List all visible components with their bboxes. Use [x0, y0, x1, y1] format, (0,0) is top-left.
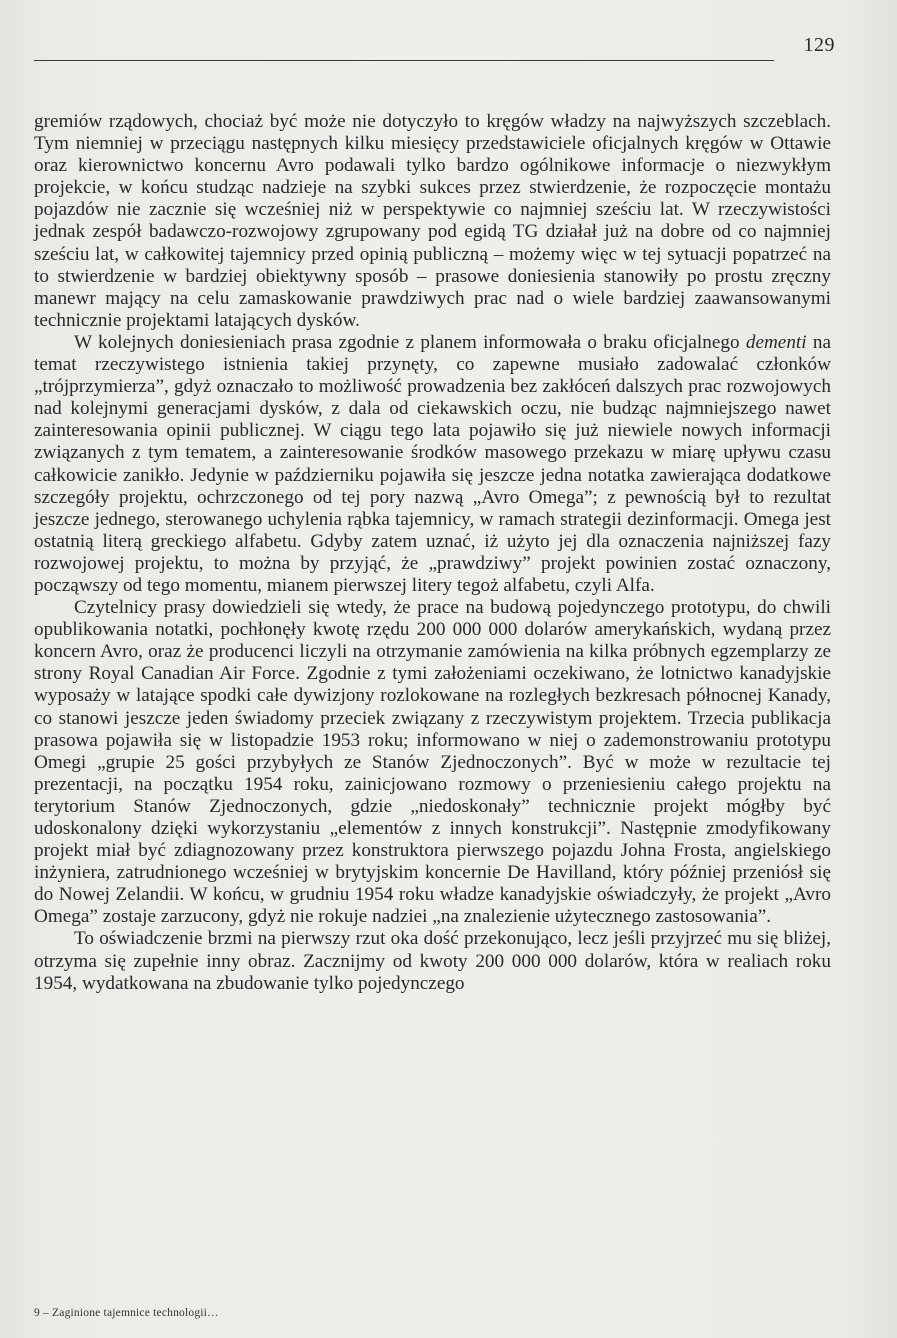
paragraph-1: gremiów rządowych, chociaż być może nie dotyczyło to kręgów władzy na najwyższych szczeblach. Tym niemniej w przeciągu następnych kilku miesięcy przedstawiciele oficjalnych kręgów w Ottawie oraz kierownictwo koncernu Avro podawali tylko bardzo ogólnikowe informacje o niezwykłym projekcie, w końcu studząc nadzieje na szybki sukces przez stwierdzenie, że rozpoczęcie montażu pojazdów nie zacznie się wcześniej niż w perspektywie co najmniej sześciu lat. W rzeczywistości jednak zespół badawczo-rozwojowy zgrupowany pod egidą TG działał już na dobre od co najmniej sześciu lat, w całkowitej tajemnicy przed opinią publiczną – możemy więc w tej sytuacji popatrzeć na to stwierdzenie w bardziej obiektywny sposób – prasowe doniesienia stanowiły po prostu zręczny manewr mający na celu zamaskowanie prawdziwych prac nad o wiele bardziej zaawansowanymi technicznie projektami latających dysków.: [34, 111, 831, 331]
paragraph-2-text-a: W kolejnych doniesieniach prasa zgodnie z planem informowała o braku oficjalnego: [74, 331, 740, 353]
paragraph-4: To oświadczenie brzmi na pierwszy rzut oka dość przekonująco, lecz jeśli przyjrzeć mu się bliżej, otrzyma się zupełnie inny obraz. Zacznijmy od kwoty 200 000 000 dolarów, która w realiach roku 1954, wydatkowana na zbudowanie tylko pojedynczego: [34, 928, 831, 994]
paragraph-2: [34, 332, 831, 597]
footer-signature: 9 – Zaginione tajemnice technologii…: [34, 1307, 219, 1319]
dementi-italic: dementi: [745, 331, 807, 353]
page-number: 129: [803, 34, 835, 56]
paragraph-3: Czytelnicy prasy dowiedzieli się wtedy, że prace na budową pojedynczego prototypu, do chwili opublikowania notatki, pochłonęły kwotę rzędu 200 000 000 dolarów amerykańskich, wydaną przez koncern Avro, oraz że producenci liczyli na otrzymanie zamówienia na kilka próbnych egzemplarzy ze strony Royal Canadian Air Force. Zgodnie z tymi założeniami oczekiwano, że lotnictwo kanadyjskie wyposaży w latające spodki całe dywizjony rozlokowane na rozległych bezkresach północnej Kanady, co stanowi jeszcze jeden świadomy przeciek związany z rzeczywistym projektem. Trzecia publikacja prasowa pojawiła się w listopadzie 1953 roku; informowano w niej o zademonstrowaniu prototypu Omegi „grupie 25 gości przybyłych ze Stanów Zjednoczonych”. Być w może w rezultacie tej prezentacji, na początku 1954 roku, zainicjowano rozmowy o przeniesieniu całego projektu na terytorium Stanów Zjednoczonych, gdzie „niedoskonały” technicznie projekt mógłby być udoskonalony dzięki wykorzystaniu „elementów z innych konstrukcji”. Następnie zmodyfikowany projekt miał być zdiagnozowany przez konstruktora pierwszego pojazdu Johna Frosta, angielskiego inżyniera, zatrudnionego wcześniej w brytyjskim koncernie De Havilland, który później przeniósł się do Nowej Zelandii. W końcu, w grudniu 1954 roku władze kanadyjskie oświadczyły, że projekt „Avro Omega” zostaje zarzucony, gdyż nie rokuje nadziei „na znalezienie użytecznego zastosowania”.: [34, 597, 831, 928]
body-text: [34, 111, 831, 995]
header-rule: [34, 60, 774, 61]
paragraph-2-text-b: na temat rzeczywistego istnienia takiej przynęty, co zapewne musiało zadowalać członków „trójprzymierza”, gdyż oznaczało to możliwość prowadzenia bez zakłóceń dalszych prac rozwojowych nad kolejnymi generacjami dysków, z dala od ciekawskich oczu, nie budząc najmniejszego nawet zainteresowania opinii publicznej. W ciągu tego lata pojawiło się już niewiele nowych informacji związanych z tym tematem, a zainteresowanie środków masowego przekazu w miarę upływu czasu całkowicie zanikło. Jedynie w październiku pojawiła się jeszcze jedna notatka zawierająca dodatkowe szczegóły projektu, ochrzczonego od tej pory nazwą „Avro Omega”; z pewnością był to rezultat jeszcze jednego, sterowanego uchylenia rąbka tajemnicy, w ramach strategii dezinformacji. Omega jest ostatnią literą greckiego alfabetu. Gdyby zatem uznać, iż użyto jej dla oznaczenia najniższej fazy rozwojowej projektu, to można by przyjąć, że „prawdziwy” projekt powinien zostać oznaczony, począwszy od tego momentu, mianem pierwszej litery tegoż alfabetu, czyli Alfa.: [34, 331, 831, 596]
